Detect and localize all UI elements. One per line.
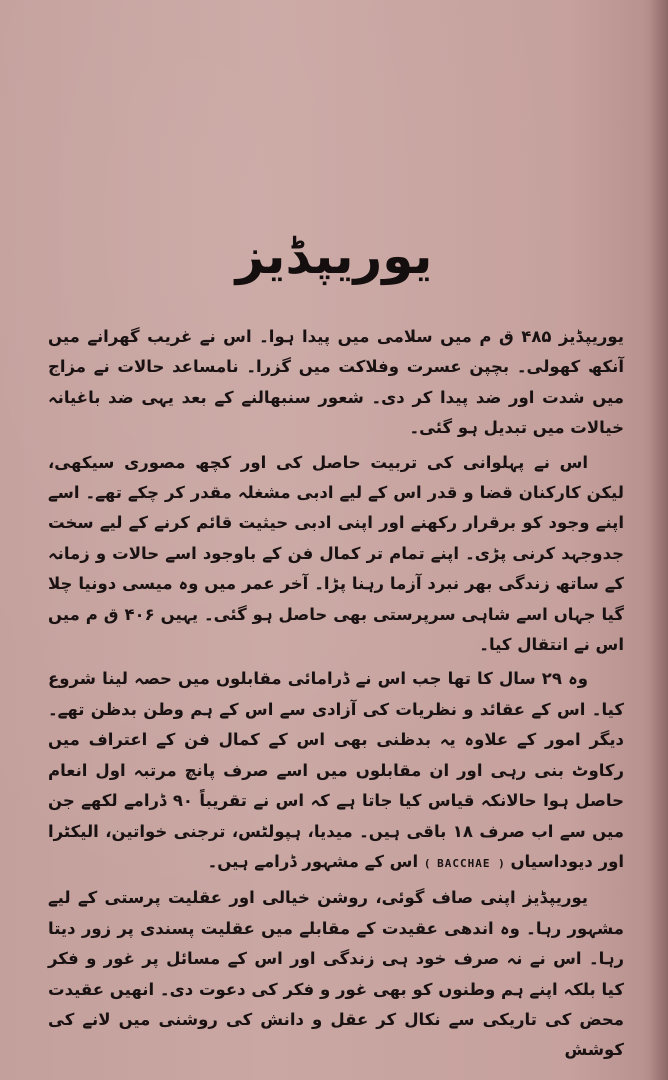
paragraph-3-text-after: اس کے مشہور ڈرامے ہیں۔ (207, 851, 419, 871)
paragraph-3-text-before: وہ ۲۹ سال کا تھا جب اس نے ڈرامائی مقابلوں میں حصہ لینا شروع کیا۔ اس کے عقائد و نظریات کی آزادی سے اس کے ہم وطن بدظن تھے۔ دیگر امور کے علاوہ یہ بدظنی بھی اس کے کمال فن کے اعتراف میں رکاوٹ بنی رہی اور ان مقابلوں میں اسے صرف پانچ مرتبہ اول انعام حاصل ہوا حالانکہ قیاس کیا جاتا ہے کہ اس نے تقریباً ۹۰ ڈرامے لکھے جن میں سے اب صرف ۱۸ باقی ہیں۔ میدیا، ہپولٹس، ترجنی خواتین، الیکٹرا اور دیوداسیاں (48, 669, 624, 871)
paragraph-1: یوریپڈیز ۴۸۵ ق م میں سلامی میں پیدا ہوا۔ اس نے غریب گھرانے میں آنکھ کھولی۔ بچپن عسرت وفلاکت میں گزرا۔ نامساعد حالات نے مزاج میں شدت اور ضد پیدا کر دی۔ شعور سنبھالنے کے بعد یہی ضد باغیانہ خیالات میں تبدیل ہو گئی۔ (48, 327, 624, 438)
bacchae-latin-label: ( BACCHAE ) (423, 856, 505, 870)
chapter-title: یوریپڈیز (235, 226, 433, 285)
paragraph-3 (48, 664, 624, 879)
paragraph-4: یوریپڈیز اپنی صاف گوئی، روشن خیالی اور عقلیت پرستی کے لیے مشہور رہا۔ وہ اندھی عقیدت کے مقابلے میں عقلیت پسندی پر زور دیتا رہا۔ اس نے نہ صرف خود ہی زندگی اور اس کے مسائل پر غور و فکر کیا بلکہ اپنے ہم وطنوں کو بھی غور و فکر کی دعوت دی۔ انھیں عقیدت محض کی تاریکی سے نکال کر عقل و دانش کی روشنی میں لانے کی کوشش (48, 888, 624, 1060)
page-gutter-shadow (650, 0, 668, 1080)
body-text (48, 322, 624, 1070)
paragraph-2: اس نے پہلوانی کی تربیت حاصل کی اور کچھ مصوری سیکھی، لیکن کارکنان قضا و قدر اس کے لیے ادبی مشغلہ مقدر کر چکے تھے۔ اسے اپنے وجود کو برقرار رکھنے اور اپنی ادبی حیثیت قائم کرنے کے لیے سخت جدوجہد کرنی پڑی۔ اپنے تمام تر کمال فن کے باوجود اسے حالات و زمانہ کے ساتھ زندگی بھر نبرد آزما رہنا پڑا۔ آخر عمر میں وہ میسی دونیا چلا گیا جہاں اسے شاہی سرپرستی بھی حاصل ہو گئی۔ یہیں ۴۰۶ ق م میں اس نے انتقال کیا۔ (48, 452, 624, 655)
